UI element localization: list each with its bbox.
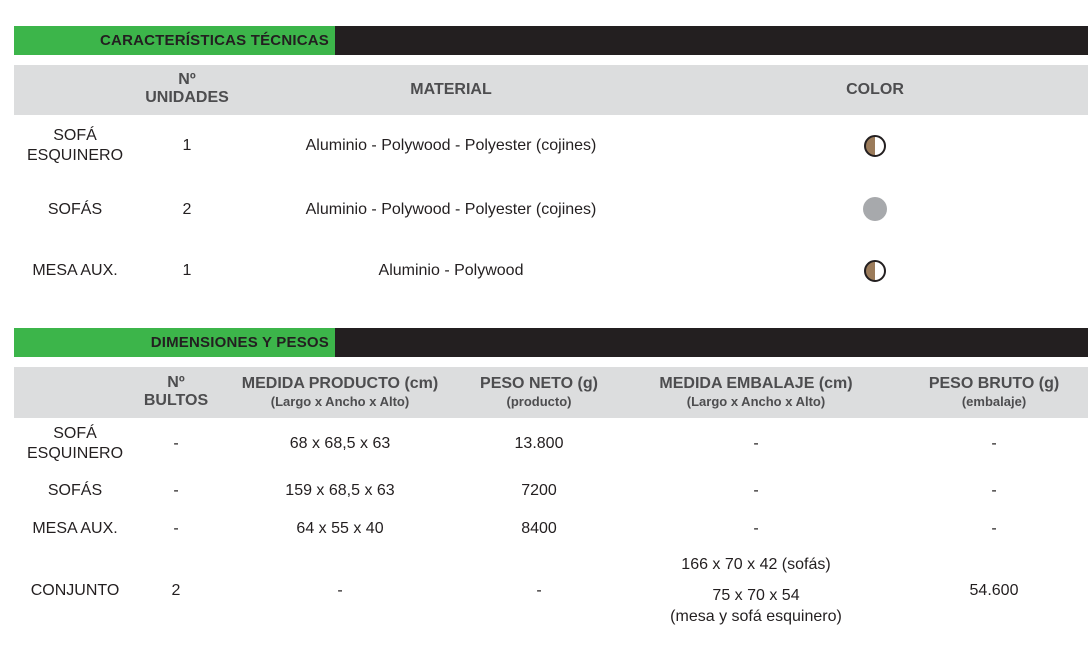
- dims-header-medida-embalaje: [659, 375, 852, 410]
- dims-row-peso-bruto: -: [991, 435, 997, 452]
- dims-row-name: CONJUNTO: [30, 582, 120, 599]
- dims-row-medida-producto: 68 x 68,5 x 63: [289, 435, 391, 452]
- tech-row-name-line1: SOFÁ: [53, 127, 97, 144]
- dims-row-name: SOFÁS: [47, 482, 103, 499]
- dims-row-bultos: -: [173, 520, 179, 537]
- dims-row-name: MESA AUX.: [32, 520, 118, 537]
- grey-circle-icon: [863, 197, 887, 221]
- dims-row-name-line1: SOFÁ: [53, 425, 97, 442]
- dims-section-bar: [14, 328, 1088, 357]
- tech-row-material: Aluminio - Polywood - Polyester (cojines): [305, 201, 597, 218]
- dims-row-peso-neto: 13.800: [514, 435, 564, 452]
- dims-row-medida-producto: 64 x 55 x 40: [296, 520, 384, 537]
- dims-header-medida-producto: [242, 375, 438, 410]
- dims-header-medida-embalaje-label: MEDIDA EMBALAJE (cm): [659, 375, 853, 392]
- tech-section-title: CARACTERÍSTICAS TÉCNICAS: [14, 26, 335, 55]
- dims-row-peso-bruto: -: [991, 520, 997, 537]
- dims-row-peso-neto: -: [536, 582, 542, 599]
- dims-row-embalaje-line2: 75 x 70 x 54: [712, 587, 800, 604]
- dims-header-peso-bruto-label: PESO BRUTO (g): [928, 375, 1060, 392]
- dims-row-peso-neto: 8400: [521, 520, 557, 537]
- tech-header-material: MATERIAL: [410, 81, 492, 98]
- tech-header-color: COLOR: [846, 81, 904, 98]
- tech-row-name: MESA AUX.: [32, 262, 118, 279]
- dims-header-medida-producto-sub: (Largo x Ancho x Alto): [270, 394, 410, 409]
- tech-row-units: 1: [182, 262, 192, 279]
- dims-header-bultos-line1: Nº: [167, 374, 185, 391]
- dims-row-bultos: -: [173, 482, 179, 499]
- dims-section-title: DIMENSIONES Y PESOS: [14, 328, 335, 357]
- dims-header-medida-producto-label: MEDIDA PRODUCTO (cm): [241, 375, 439, 392]
- tech-row-name-line2: ESQUINERO: [26, 147, 124, 164]
- dims-row-name: [27, 424, 123, 464]
- tech-header-units: [145, 71, 229, 107]
- dims-row-peso-bruto: -: [991, 482, 997, 499]
- dims-header-peso-neto-label: PESO NETO (g): [480, 375, 598, 392]
- half-brown-circle-icon: [864, 260, 886, 282]
- dims-row-peso-neto: 7200: [521, 482, 557, 499]
- tech-header-units-line1: Nº: [178, 71, 196, 88]
- dims-row-medida-producto: 159 x 68,5 x 63: [285, 482, 395, 499]
- tech-row-name: SOFÁS: [47, 201, 103, 218]
- dims-row-medida-embalaje: -: [753, 482, 759, 499]
- tech-header-units-line2: UNIDADES: [145, 89, 229, 106]
- tech-row-material: Aluminio - Polywood: [378, 262, 524, 279]
- dims-header-peso-neto: [480, 375, 598, 410]
- half-brown-circle-icon: [864, 135, 886, 157]
- tech-row-units: 2: [182, 201, 192, 218]
- tech-row-units: 1: [182, 137, 192, 154]
- dims-row-bultos: -: [173, 435, 179, 452]
- dims-header-peso-neto-sub: (producto): [506, 394, 572, 409]
- tech-row-material: Aluminio - Polywood - Polyester (cojines): [305, 137, 597, 154]
- tech-section-bar: [14, 26, 1088, 55]
- dims-row-medida-embalaje: -: [753, 520, 759, 537]
- dims-header-bultos-line2: BULTOS: [143, 392, 209, 409]
- dims-row-medida-embalaje: -: [753, 435, 759, 452]
- dims-row-medida-producto: -: [337, 582, 343, 599]
- dims-row-bultos: 2: [171, 582, 181, 599]
- dims-header-peso-bruto: [929, 375, 1059, 410]
- tech-row-name: [27, 126, 123, 166]
- dims-row-name-line2: ESQUINERO: [26, 445, 124, 462]
- dims-header-peso-bruto-sub: (embalaje): [961, 394, 1027, 409]
- dims-row-embalaje-line3: (mesa y sofá esquinero): [670, 608, 842, 625]
- dims-row-embalaje-line1: 166 x 70 x 42 (sofás): [681, 556, 831, 573]
- dims-header-bultos: [144, 374, 208, 410]
- dims-row-peso-bruto: 54.600: [969, 582, 1019, 599]
- dims-header-medida-embalaje-sub: (Largo x Ancho x Alto): [686, 394, 826, 409]
